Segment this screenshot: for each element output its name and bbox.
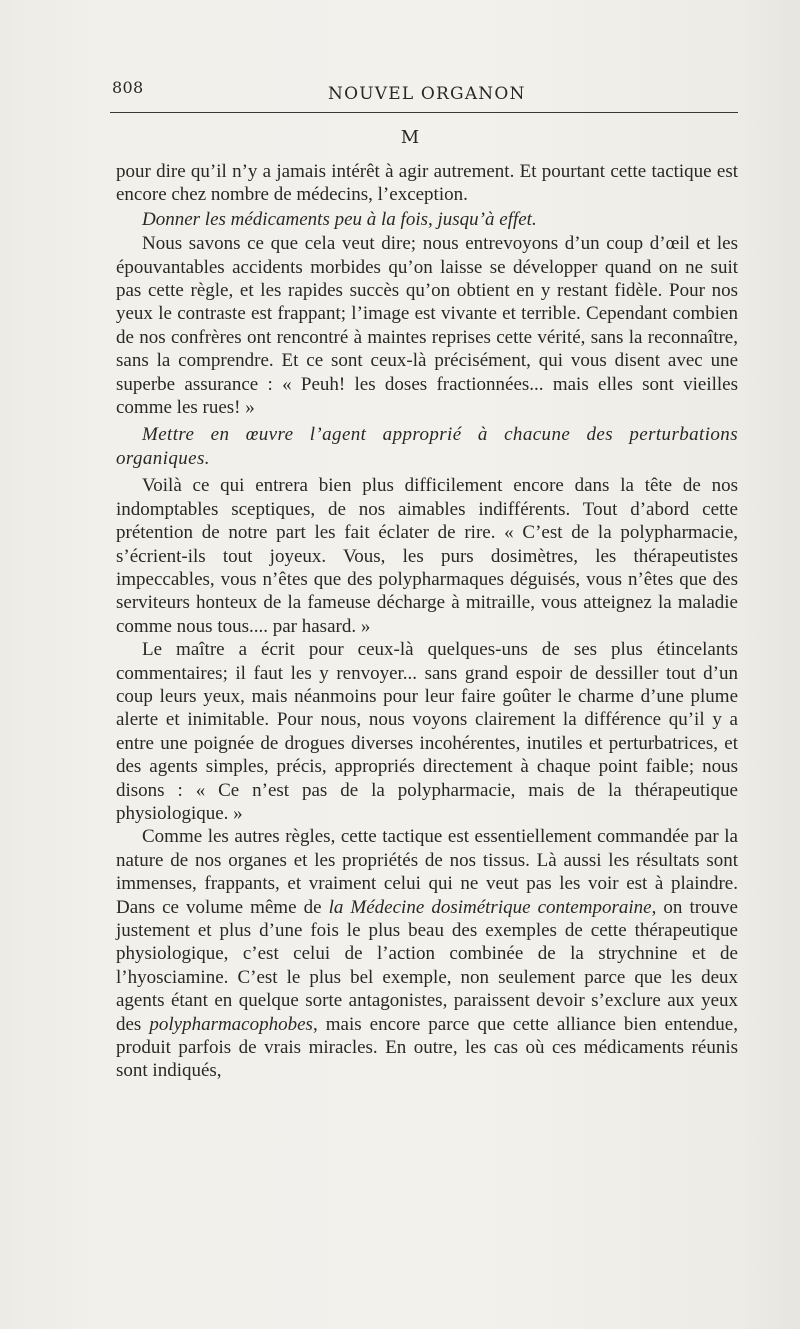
- header-rule: [110, 112, 738, 113]
- text-segment: Comme les autres règles, cette tactique est essentiellement commandée par la nature de nos organes et les propriétés de nos tissus. Là aussi les résultats sont immenses, frappants, et vraiment celui qui ne veut pas les voir est à plaindre. Dans ce volume même de: [116, 826, 738, 918]
- paragraph-continuation: pour dire qu’il n’y a jamais intérêt à agir autrement. Et pourtant cette tactique est encore chez nombre de médecins, l’exception.: [116, 161, 738, 206]
- paragraph: [116, 825, 738, 1082]
- rule-heading: Mettre en œuvre l’agent approprié à chacune des perturbations organiques.: [116, 424, 738, 469]
- running-title: NOUVEL ORGANON: [328, 84, 526, 104]
- page-number: 808: [112, 78, 144, 97]
- section-letter-text: M: [400, 127, 420, 148]
- paragraph: Voilà ce qui entrera bien plus difficilement encore dans la tête de nos indomptables sceptiques, de nos aimables indifférents. Tout d’abord cette prétention de notre part les fait éclater de rire. « C’est de la polypharmacie, s’écrient-ils tout joyeux. Vous, les purs dosimètres, les thérapeutistes impeccables, vous n’êtes que des polypharmaques déguisés, vous n’êtes que des serviteurs honteux de la fameuse décharge à mitraille, vous atteignez la maladie comme nous tous.... par hasard. »: [116, 475, 738, 637]
- body-text: [116, 160, 738, 1083]
- text-segment: , mais encore parce que cette alliance bien entendue, produit parfois de vrais miracles. En outre, les cas où ces médicaments réunis sont indiqués,: [116, 1013, 738, 1082]
- paragraph: Le maître a écrit pour ceux-là quelques-uns de ses plus étincelants commentaires; il faut les y renvoyer... sans grand espoir de dessiller tout d’un coup leurs yeux, mais néanmoins pour leur faire goûter le charme d’une plume alerte et inimitable. Pour nous, nous voyons clairement la différence qu’il y a entre une poignée de drogues diverses incohérentes, inutiles et perturbatrices, et des agents simples, précis, appropriés directement à chaque point faible; nous disons : « Ce n’est pas de la polypharmacie, mais de la thérapeutique physiologique. »: [116, 639, 738, 824]
- page-shadow: [740, 0, 800, 1329]
- italic-term: polypharmacophobes: [149, 1013, 313, 1035]
- rule-heading: Donner les médicaments peu à la fois, jusqu’à effet.: [142, 208, 537, 230]
- paragraph: Nous savons ce que cela veut dire; nous entrevoyons d’un coup d’œil et les épouvantables accidents morbides qu’on laisse se développer quand on ne suit pas cette règle, et les rapides succès qu’on obtient en y restant fidèle. Pour nos yeux le contraste est frappant; l’image est vivante et terrible. Cependant combien de nos confrères ont rencontré à maintes reprises cette vérité, sans la reconnaître, sans la comprendre. Et ce sont ceux-là précisément, qui vous disent avec une superbe assurance : « Peuh! les doses fractionnées... mais elles sont vieilles comme les rues! »: [116, 233, 738, 419]
- running-head: [0, 76, 800, 104]
- text-segment: , on trouve justement et plus d’une fois le plus beau des exemples de cette thérapeutique physiologique, c’est celui de l’action combinée de la strychnine et de l’hyosciamine. C’est le plus bel exemple, non seulement parce que les deux agents étant en quelque sorte antagonistes, paraissent devoir s’exclure aux yeux des: [116, 896, 738, 1035]
- book-title-italic: la Médecine dosimétrique contemporaine: [328, 896, 652, 918]
- section-letter: [0, 127, 800, 148]
